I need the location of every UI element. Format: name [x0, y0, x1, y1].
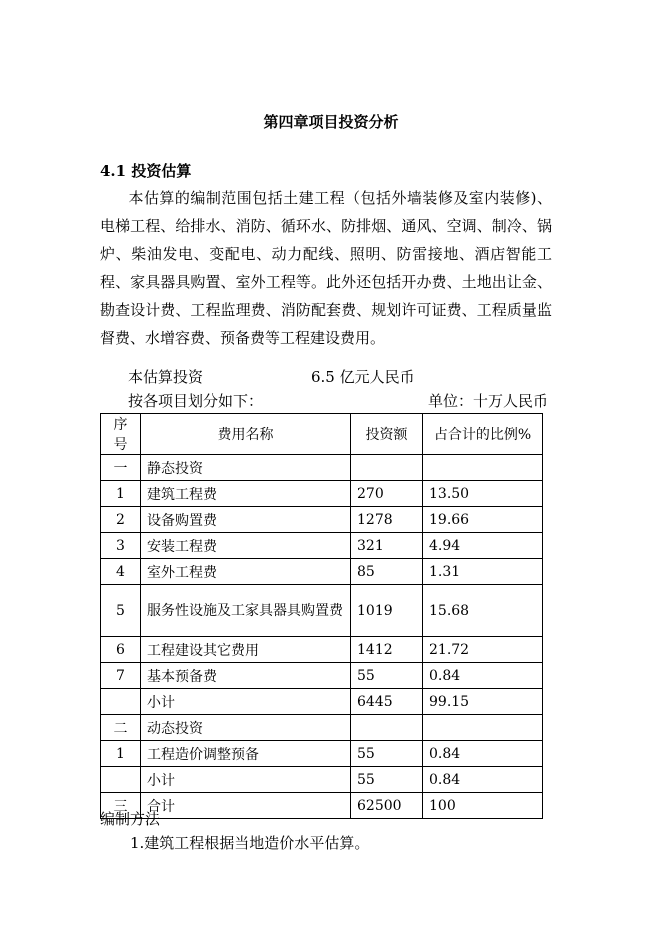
cell-name: 设备购置费	[141, 507, 351, 533]
investment-value: 6.5 亿元人民币	[311, 368, 415, 386]
cell-pct: 4.94	[423, 533, 543, 559]
cell-no: 三	[101, 793, 141, 819]
cell-no: 二	[101, 715, 141, 741]
cell-amount: 1019	[351, 585, 423, 637]
cell-amount	[351, 715, 423, 741]
cell-amount	[351, 455, 423, 481]
cell-no: 1	[101, 481, 141, 507]
table-row	[101, 663, 543, 689]
table-row	[101, 767, 543, 793]
cell-no: 2	[101, 507, 141, 533]
table-row	[101, 585, 543, 637]
cell-no: 3	[101, 533, 141, 559]
cell-no: 一	[101, 455, 141, 481]
cell-name: 工程造价调整预备	[141, 741, 351, 767]
cell-no	[101, 689, 141, 715]
table-header-row	[101, 414, 543, 455]
investment-label: 本估算投资	[128, 368, 204, 386]
cell-pct: 15.68	[423, 585, 543, 637]
cell-name: 动态投资	[141, 715, 351, 741]
cell-name: 小计	[141, 767, 351, 793]
scope-paragraph-text: 本估算的编制范围包括土建工程（包括外墙装修及室内装修)、电梯工程、给排水、消防、循环水、防排烟、通风、空调、制冷、锅炉、柴油发电、变配电、动力配线、照明、防雷接地、酒店智能工程、家具器具购置、室外工程等。此外还包括开办费、土地出让金、勘查设计费、工程监理费、消防配套费、规划许可证费、工程质量监督费、水增容费、预备费等工程建设费用。	[100, 189, 552, 347]
cell-pct: 0.84	[423, 741, 543, 767]
cell-name: 静态投资	[141, 455, 351, 481]
cell-pct	[423, 455, 543, 481]
table-row	[101, 637, 543, 663]
cell-no: 1	[101, 741, 141, 767]
table-row	[101, 455, 543, 481]
cell-amount: 1278	[351, 507, 423, 533]
cell-amount: 321	[351, 533, 423, 559]
cell-pct	[423, 715, 543, 741]
cell-amount: 62500	[351, 793, 423, 819]
cell-amount: 1412	[351, 637, 423, 663]
header-pct: 占合计的比例%	[423, 414, 543, 455]
scope-paragraph	[100, 184, 552, 352]
cell-name: 合计	[141, 793, 351, 819]
cell-no: 7	[101, 663, 141, 689]
cell-name: 室外工程费	[141, 559, 351, 585]
unit-label: 单位：十万人民币	[428, 392, 549, 410]
cell-name: 基本预备费	[141, 663, 351, 689]
table-row	[101, 559, 543, 585]
header-no: 序号	[101, 414, 141, 455]
method-label: 编制方法	[100, 810, 161, 828]
table-row	[101, 689, 543, 715]
table-row	[101, 741, 543, 767]
table-row	[101, 533, 543, 559]
cell-pct: 13.50	[423, 481, 543, 507]
investment-table	[100, 413, 543, 819]
cell-no: 4	[101, 559, 141, 585]
table-row	[101, 507, 543, 533]
cell-name: 建筑工程费	[141, 481, 351, 507]
cell-pct: 0.84	[423, 663, 543, 689]
section-title: 4.1 投资估算	[100, 162, 192, 180]
table-row	[101, 793, 543, 819]
method-item: 1.建筑工程根据当地造价水平估算。	[130, 834, 370, 852]
cell-amount: 55	[351, 767, 423, 793]
cell-name: 工程建设其它费用	[141, 637, 351, 663]
cell-pct: 0.84	[423, 767, 543, 793]
breakdown-label: 按各项目划分如下：	[128, 392, 264, 410]
header-amount: 投资额	[351, 414, 423, 455]
cell-pct: 21.72	[423, 637, 543, 663]
chapter-title: 第四章项目投资分析	[263, 113, 399, 131]
cell-pct: 19.66	[423, 507, 543, 533]
table-row	[101, 715, 543, 741]
table-row	[101, 481, 543, 507]
cell-amount: 85	[351, 559, 423, 585]
cell-no: 6	[101, 637, 141, 663]
cell-pct: 100	[423, 793, 543, 819]
cell-amount: 55	[351, 741, 423, 767]
cell-no	[101, 767, 141, 793]
cell-pct: 1.31	[423, 559, 543, 585]
cell-name: 小计	[141, 689, 351, 715]
cell-amount: 6445	[351, 689, 423, 715]
cell-name: 安装工程费	[141, 533, 351, 559]
cell-amount: 270	[351, 481, 423, 507]
cell-name: 服务性设施及工家具器具购置费	[141, 585, 351, 637]
cell-amount: 55	[351, 663, 423, 689]
cell-pct: 99.15	[423, 689, 543, 715]
header-name: 费用名称	[141, 414, 351, 455]
cell-no: 5	[101, 585, 141, 637]
